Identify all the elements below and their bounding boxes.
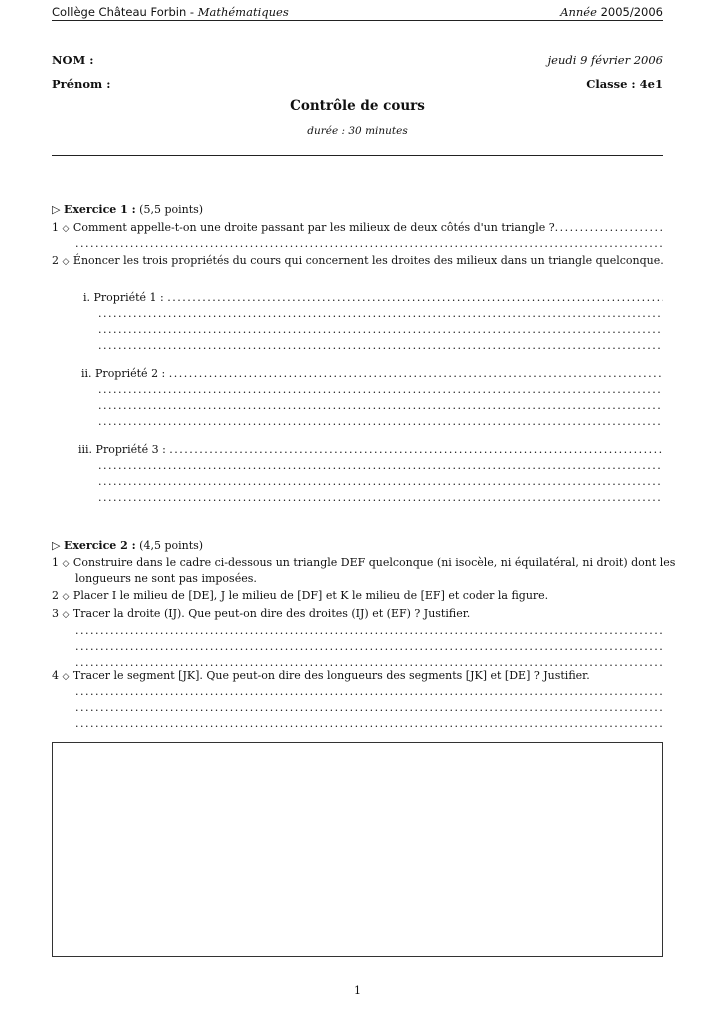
answer-line[interactable]: [98, 307, 663, 320]
property-3: iii. Propriété 3 : . . .: [78, 443, 663, 456]
ex2-question-2: 2 ◇ Placer I le milieu de [DE], J le milieu de [DF] et K le milieu de [EF] et coder la figure.: [52, 589, 549, 602]
answer-line[interactable]: [98, 323, 663, 336]
property-1: i. Propriété 1 : . . .: [83, 291, 663, 304]
duration: durée : 30 minutes: [307, 125, 408, 137]
ex1-question-1: 1 ◇ Comment appelle-t-on une droite passant par les milieux de deux côtés d'un triangle ? . . .: [52, 221, 663, 234]
prenom-row: [52, 77, 663, 91]
answer-line[interactable]: [75, 237, 663, 250]
diamond-icon: ◇: [62, 610, 70, 620]
drawing-frame[interactable]: [52, 742, 663, 957]
answer-line[interactable]: [98, 459, 663, 472]
ex2-question-1-cont: longueurs ne sont pas imposées.: [75, 572, 257, 585]
exercise1-heading: ▷ Exercice 1 : (5,5 points): [52, 203, 204, 216]
page-header: [52, 5, 663, 19]
nom-label: NOM :: [52, 53, 94, 67]
answer-line[interactable]: [75, 624, 663, 637]
answer-line[interactable]: [98, 339, 663, 352]
ex2-question-3: 3 ◇ Tracer la droite (IJ). Que peut-on dire des droites (IJ) et (EF) ? Justifier.: [52, 607, 471, 620]
answer-dots[interactable]: [169, 443, 663, 456]
nom-row: [52, 53, 663, 67]
answer-line[interactable]: [98, 475, 663, 488]
answer-line[interactable]: [75, 701, 663, 714]
diamond-icon: ◇: [62, 257, 70, 267]
answer-line[interactable]: [98, 383, 663, 396]
diamond-icon: ◇: [62, 559, 70, 569]
exam-date: jeudi 9 février 2006: [547, 53, 663, 67]
ex2-question-4: 4 ◇ Tracer le segment [JK]. Que peut-on dire des longueurs des segments [JK] et [DE] ? Justifier.: [52, 669, 590, 682]
answer-dots[interactable]: [167, 291, 663, 304]
answer-line[interactable]: [98, 491, 663, 504]
answer-line[interactable]: [98, 415, 663, 428]
answer-line[interactable]: [75, 685, 663, 698]
triangle-marker-icon: ▷: [52, 203, 64, 216]
page-number: 1: [354, 984, 361, 997]
school-year: Année 2005/2006: [560, 5, 663, 19]
exercise2-heading: ▷ Exercice 2 : (4,5 points): [52, 539, 204, 552]
ex1-question-2: 2 ◇ Énoncer les trois propriétés du cours qui concernent les droites des milieux dans un triangle quelconque.: [52, 254, 664, 267]
answer-line[interactable]: [75, 640, 663, 653]
answer-dots[interactable]: [169, 367, 663, 380]
title-rule: [52, 155, 663, 156]
ex2-question-1: 1 ◇ Construire dans le cadre ci-dessous un triangle DEF quelconque (ni isocèle, ni équilatéral, ni droit) dont les: [52, 556, 676, 569]
answer-dots[interactable]: [555, 221, 663, 234]
header-rule: [52, 20, 663, 21]
class-label: Classe : 4e1: [586, 77, 663, 91]
property-2: ii. Propriété 2 : . . .: [81, 367, 663, 380]
diamond-icon: ◇: [62, 592, 70, 602]
diamond-icon: ◇: [62, 224, 70, 234]
answer-line[interactable]: [75, 717, 663, 730]
answer-line[interactable]: [75, 656, 663, 669]
prenom-label: Prénom :: [52, 77, 111, 91]
triangle-marker-icon: ▷: [52, 539, 64, 552]
answer-line[interactable]: [98, 399, 663, 412]
page-title: Contrôle de cours: [290, 98, 425, 114]
school-subject: Collège Château Forbin - Mathématiques: [52, 5, 289, 19]
diamond-icon: ◇: [62, 672, 70, 682]
